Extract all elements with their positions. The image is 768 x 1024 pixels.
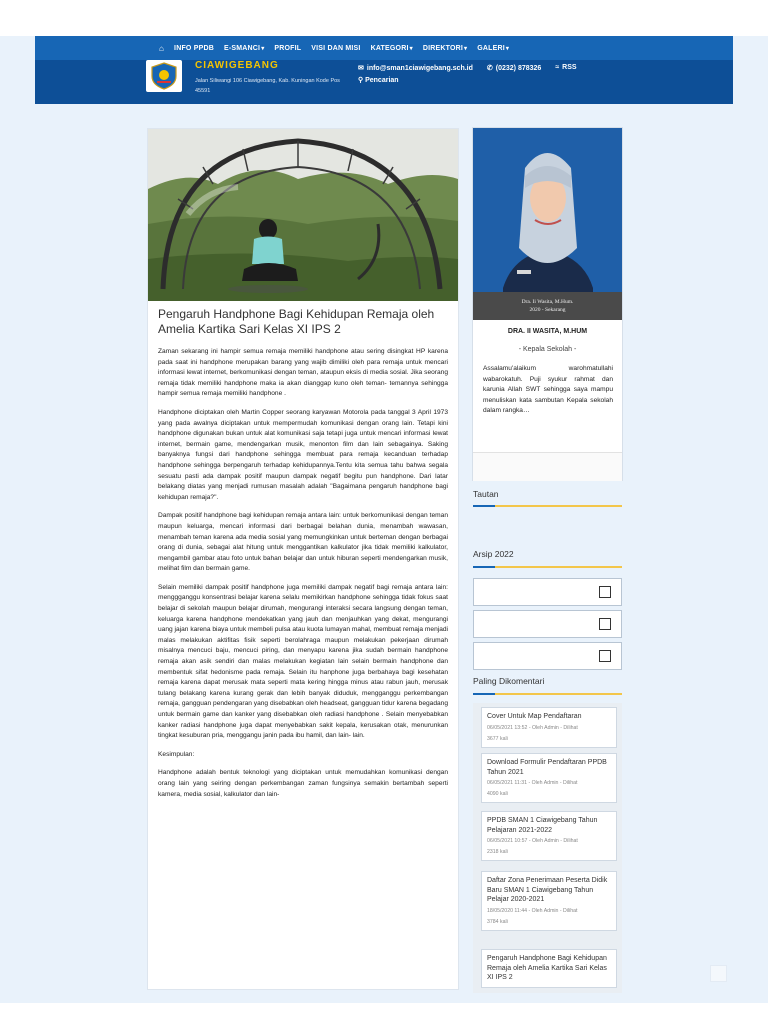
widget-divider (473, 566, 622, 568)
popular-post-title[interactable]: Cover Untuk Map Pendaftaran (487, 713, 582, 720)
school-crest-icon (149, 62, 179, 90)
article-paragraph: Handphone adalah bentuk teknologi yang diciptakan untuk memudahkan komunikasi dengan orang lain yang seiring dengan perkembangan zaman fungsinya semakin bertambah seperti kamera, media sosial, kalkulator dan lain- (158, 769, 448, 798)
nav-item-galeri[interactable] (477, 45, 509, 52)
popular-post-title[interactable]: Daftar Zona Penerimaan Peserta Didik Baru SMAN 1 Ciawigebang Tahun Pelajar 2020-2021 (487, 877, 608, 903)
caret-down-icon: ▾ (505, 45, 510, 52)
checkbox-icon[interactable] (599, 586, 611, 598)
widget-divider (473, 693, 622, 695)
search-link[interactable] (358, 76, 399, 84)
nav-item-profil[interactable] (274, 45, 301, 52)
principal-card-footer (473, 452, 622, 481)
popular-post-item[interactable] (481, 707, 617, 748)
article-body (158, 347, 448, 808)
popular-post-meta: 06/05/2021 11:31 - Oleh Admin - Dilihat (487, 780, 578, 786)
nav-label: DIREKTORI (422, 44, 463, 52)
article-paragraph: Dampak positif handphone bagi kehidupan remaja antara lain: untuk berkomunikasi dengan teman maupun keluarga, mencari informasi dari berbagai belahan dunia, menambah wawasan, menambah teman karena ada media sosial yang memungkinkan untuk berteman dengan berbagai orang di dunia, sebagai alat hitung untuk menggantikan kalkulator jika tidak memiliki kalkulator, mengambil gambar atau foto untuk bahan belajar dan untuk hiburan seperti mendengarkan musik, melihat film dan bermain game. (158, 512, 448, 573)
popular-post-item[interactable] (481, 871, 617, 931)
nav-label: VISI DAN MISI (311, 44, 361, 52)
principal-card (473, 128, 622, 480)
back-to-top-button[interactable] (710, 965, 727, 982)
popular-post-meta: 06/05/2021 10:57 - Oleh Admin - Dilihat (487, 838, 578, 844)
nav-label: PROFIL (274, 44, 302, 52)
nav-label: GALERI (477, 44, 505, 52)
popular-post-meta: 18/05/2020 11:44 - Oleh Admin - Dilihat (487, 907, 578, 914)
principal-photo (473, 128, 622, 320)
arsip-item[interactable] (473, 610, 622, 638)
nav-item-info-ppdb[interactable] (174, 45, 214, 52)
widget-divider (473, 505, 622, 507)
site-header (35, 36, 733, 104)
article-paragraph: Zaman sekarang ini hampir semua remaja memiliki handphone atau sering disingkat HP karena pada saat ini handphone merupakan barang yang wajib dimiliki oleh para remaja untuk mencari informasi lewat internet, berkomunikasi dengan teman, ataupun eksis di media sosial. Jika seorang remaja tidak memiliki handphone maka ia akan dianggap kuno oleh teman- temannya sehingga hampir semua remaja memiliki handphone . (158, 348, 448, 398)
photo-caption-name: Dra. Ii Wasita, M.Hum. (521, 299, 574, 305)
widget-title-popular: Paling Dikomentari (473, 676, 545, 686)
nav-label: KATEGORI (370, 44, 409, 52)
popular-post-title[interactable]: Download Formulir Pendaftaran PPDB Tahun 2021 (487, 759, 607, 776)
page-top-margin (0, 0, 768, 36)
school-address: Jalan Siliwangi 106 Ciawigebang, Kab. Kuningan Kode Pos 45591 (195, 78, 340, 94)
checkbox-icon[interactable] (599, 650, 611, 662)
nav-label: E-SMANCI (223, 44, 261, 52)
principal-name: DRA. II WASITA, M.HUM (507, 328, 588, 335)
popular-post-views: 3677 kali (487, 735, 508, 742)
phone-text: (0232) 878326 (495, 65, 542, 72)
rss-text: RSS (562, 64, 577, 71)
nav-item-kategori[interactable] (371, 45, 413, 52)
popular-post-views: 3784 kali (487, 918, 508, 925)
popular-posts-panel (473, 703, 622, 993)
photo-caption-years: 2020 - Sekarang (529, 307, 566, 313)
caret-down-icon: ▾ (409, 45, 413, 52)
arsip-item[interactable] (473, 642, 622, 670)
widget-title-tautan: Tautan (473, 489, 499, 499)
email-text: info@sman1ciawigebang.sch.id (366, 65, 473, 72)
popular-post-title[interactable]: PPDB SMAN 1 Ciawigebang Tahun Pelajaran 2021-2022 (487, 817, 598, 834)
arsip-item[interactable] (473, 578, 622, 606)
popular-post-meta: 06/05/2021 13:52 - Oleh Admin - Dilihat (487, 724, 578, 731)
page-bottom-margin (0, 1003, 768, 1024)
main-navbar (35, 36, 733, 60)
search-icon: ⚲ (358, 77, 364, 84)
article-paragraph: Handphone diciptakan oleh Martin Copper seorang karyawan Motorola pada tanggal 3 April 1973 yang pada awalnya diciptakan untuk mempermudah komunikasi dengan orang lain. Tetapi kini handphone digunakan bukan untuk alat komunikasi saja tetapi juga untuk mencari informasi lewat internet, bermain game, mendengarkan musik, menonton film dan lain sebagainya. Saking banyaknya fungsi dari handphone sehingga membuat para remaja kecanduan terhadap handphone sehingga berpengaruh terhadap kehidupannya.Tentu kita semua tahu bahwa segala sesuatu pasti ada dampak positif maupun dampak negatif begitu pun handphone. Dari latar belakang diatas yang menjadi rumusan masalah adalah "Bagaimana pengaruh handphone bagi kehidupan remaja?". (158, 408, 448, 501)
popular-post-item[interactable] (481, 811, 617, 861)
article-card (148, 129, 458, 989)
home-icon[interactable]: ⌂ (159, 43, 165, 53)
photo-caption (473, 292, 622, 320)
nav-label: INFO PPDB (174, 44, 214, 52)
checkbox-icon[interactable] (599, 618, 611, 630)
widget-title-arsip: Arsip 2022 (473, 549, 514, 559)
phone-link[interactable] (487, 64, 541, 72)
article-hero-image (148, 129, 458, 301)
phone-icon: ✆ (486, 65, 493, 72)
nav-item-visi-misi[interactable] (311, 45, 360, 52)
contact-bar (358, 64, 577, 72)
search-text: Pencarian (365, 77, 399, 84)
popular-post-title[interactable]: Pengaruh Handphone Bagi Kehidupan Remaja oleh Amelia Kartika Sari Kelas XI IPS 2 (487, 955, 607, 981)
principal-greeting[interactable]: Assalamu'alaikum warohmatullahi wabarokatuh. Puji syukur rahmat dan karunia Allah SWT sehingga saya mampu menuliskan kata sambutan Kepala sekolah dalam rangka… (483, 365, 613, 414)
article-paragraph: Kesimpulan: (158, 750, 195, 758)
popular-post-views: 2318 kali (487, 849, 508, 855)
rss-icon: ≈ (555, 64, 560, 71)
principal-role: - Kepala Sekolah - (518, 346, 577, 353)
caret-down-icon: ▾ (261, 45, 265, 52)
nav-item-direktori[interactable] (423, 45, 467, 52)
nav-item-e-smanci[interactable] (224, 45, 264, 52)
rss-link[interactable] (555, 64, 576, 72)
popular-post-item[interactable] (481, 753, 617, 803)
popular-post-views: 4090 kali (487, 791, 508, 797)
email-link[interactable] (358, 64, 473, 72)
article-title: Pengaruh Handphone Bagi Kehidupan Remaja oleh Amelia Kartika Sari Kelas XI IPS 2 (158, 307, 435, 336)
caret-down-icon: ▾ (464, 45, 468, 52)
article-paragraph: Selain memiliki dampak positif handphone juga memiliki dampak negatif bagi remaja antara lain: menggganggu konsentrasi belajar karena selalu memikirkan handphone sehingga tidak fokus saat belajar di sekolah maupun belajar dirumah, mengurangi interaksi secara langsung dengan teman, keluarga karena handphone mendekatkan yang jauh dan menjauhkan yang dekat, mengurangi uang jajan karena biaya untuk membeli pulsa atau kuota lumayan mahal, membuat remaja menjadi malas melakukan aktifitas fisik seperti berolahraga maupun melakukan pekerjaan dirumah misalnya mencuci baju, mencuci piring, dan menyapu karena jika sudah bermain handphone remaja akan asik sendiri dan malas melakukan kegiatan lain selain bermain handphone dan membentuk sifat hedonisme pada remaja. Selain itu hanphone juga berbahaya bagi kesehatan remaja karena dapat merusak mata seperti mata kering hingga minus atau rabun jauh, merusak tulang belakang karena kurang gerak dan lebih banyak diduduk, mengganggu perkembangan remaja, gangguan pendengaran yang disebabkan oleh headseat, gangguan tidur karena begadang untuk bermain game dan kanker yang disebabkan oleh radiasi handphone . Selain menyebabkan kanker radiasi handphone juga dapat menyebabkan sakit kepala, kerusakan otak, menurunkan tingkat kesuburan pria, menggangu janin pada ibu hamil, dan lain- lain. (158, 583, 448, 740)
school-name[interactable]: CIAWIGEBANG (195, 60, 279, 71)
envelope-icon: ✉ (358, 65, 364, 72)
school-logo[interactable] (146, 60, 182, 92)
popular-post-item[interactable] (481, 949, 617, 988)
